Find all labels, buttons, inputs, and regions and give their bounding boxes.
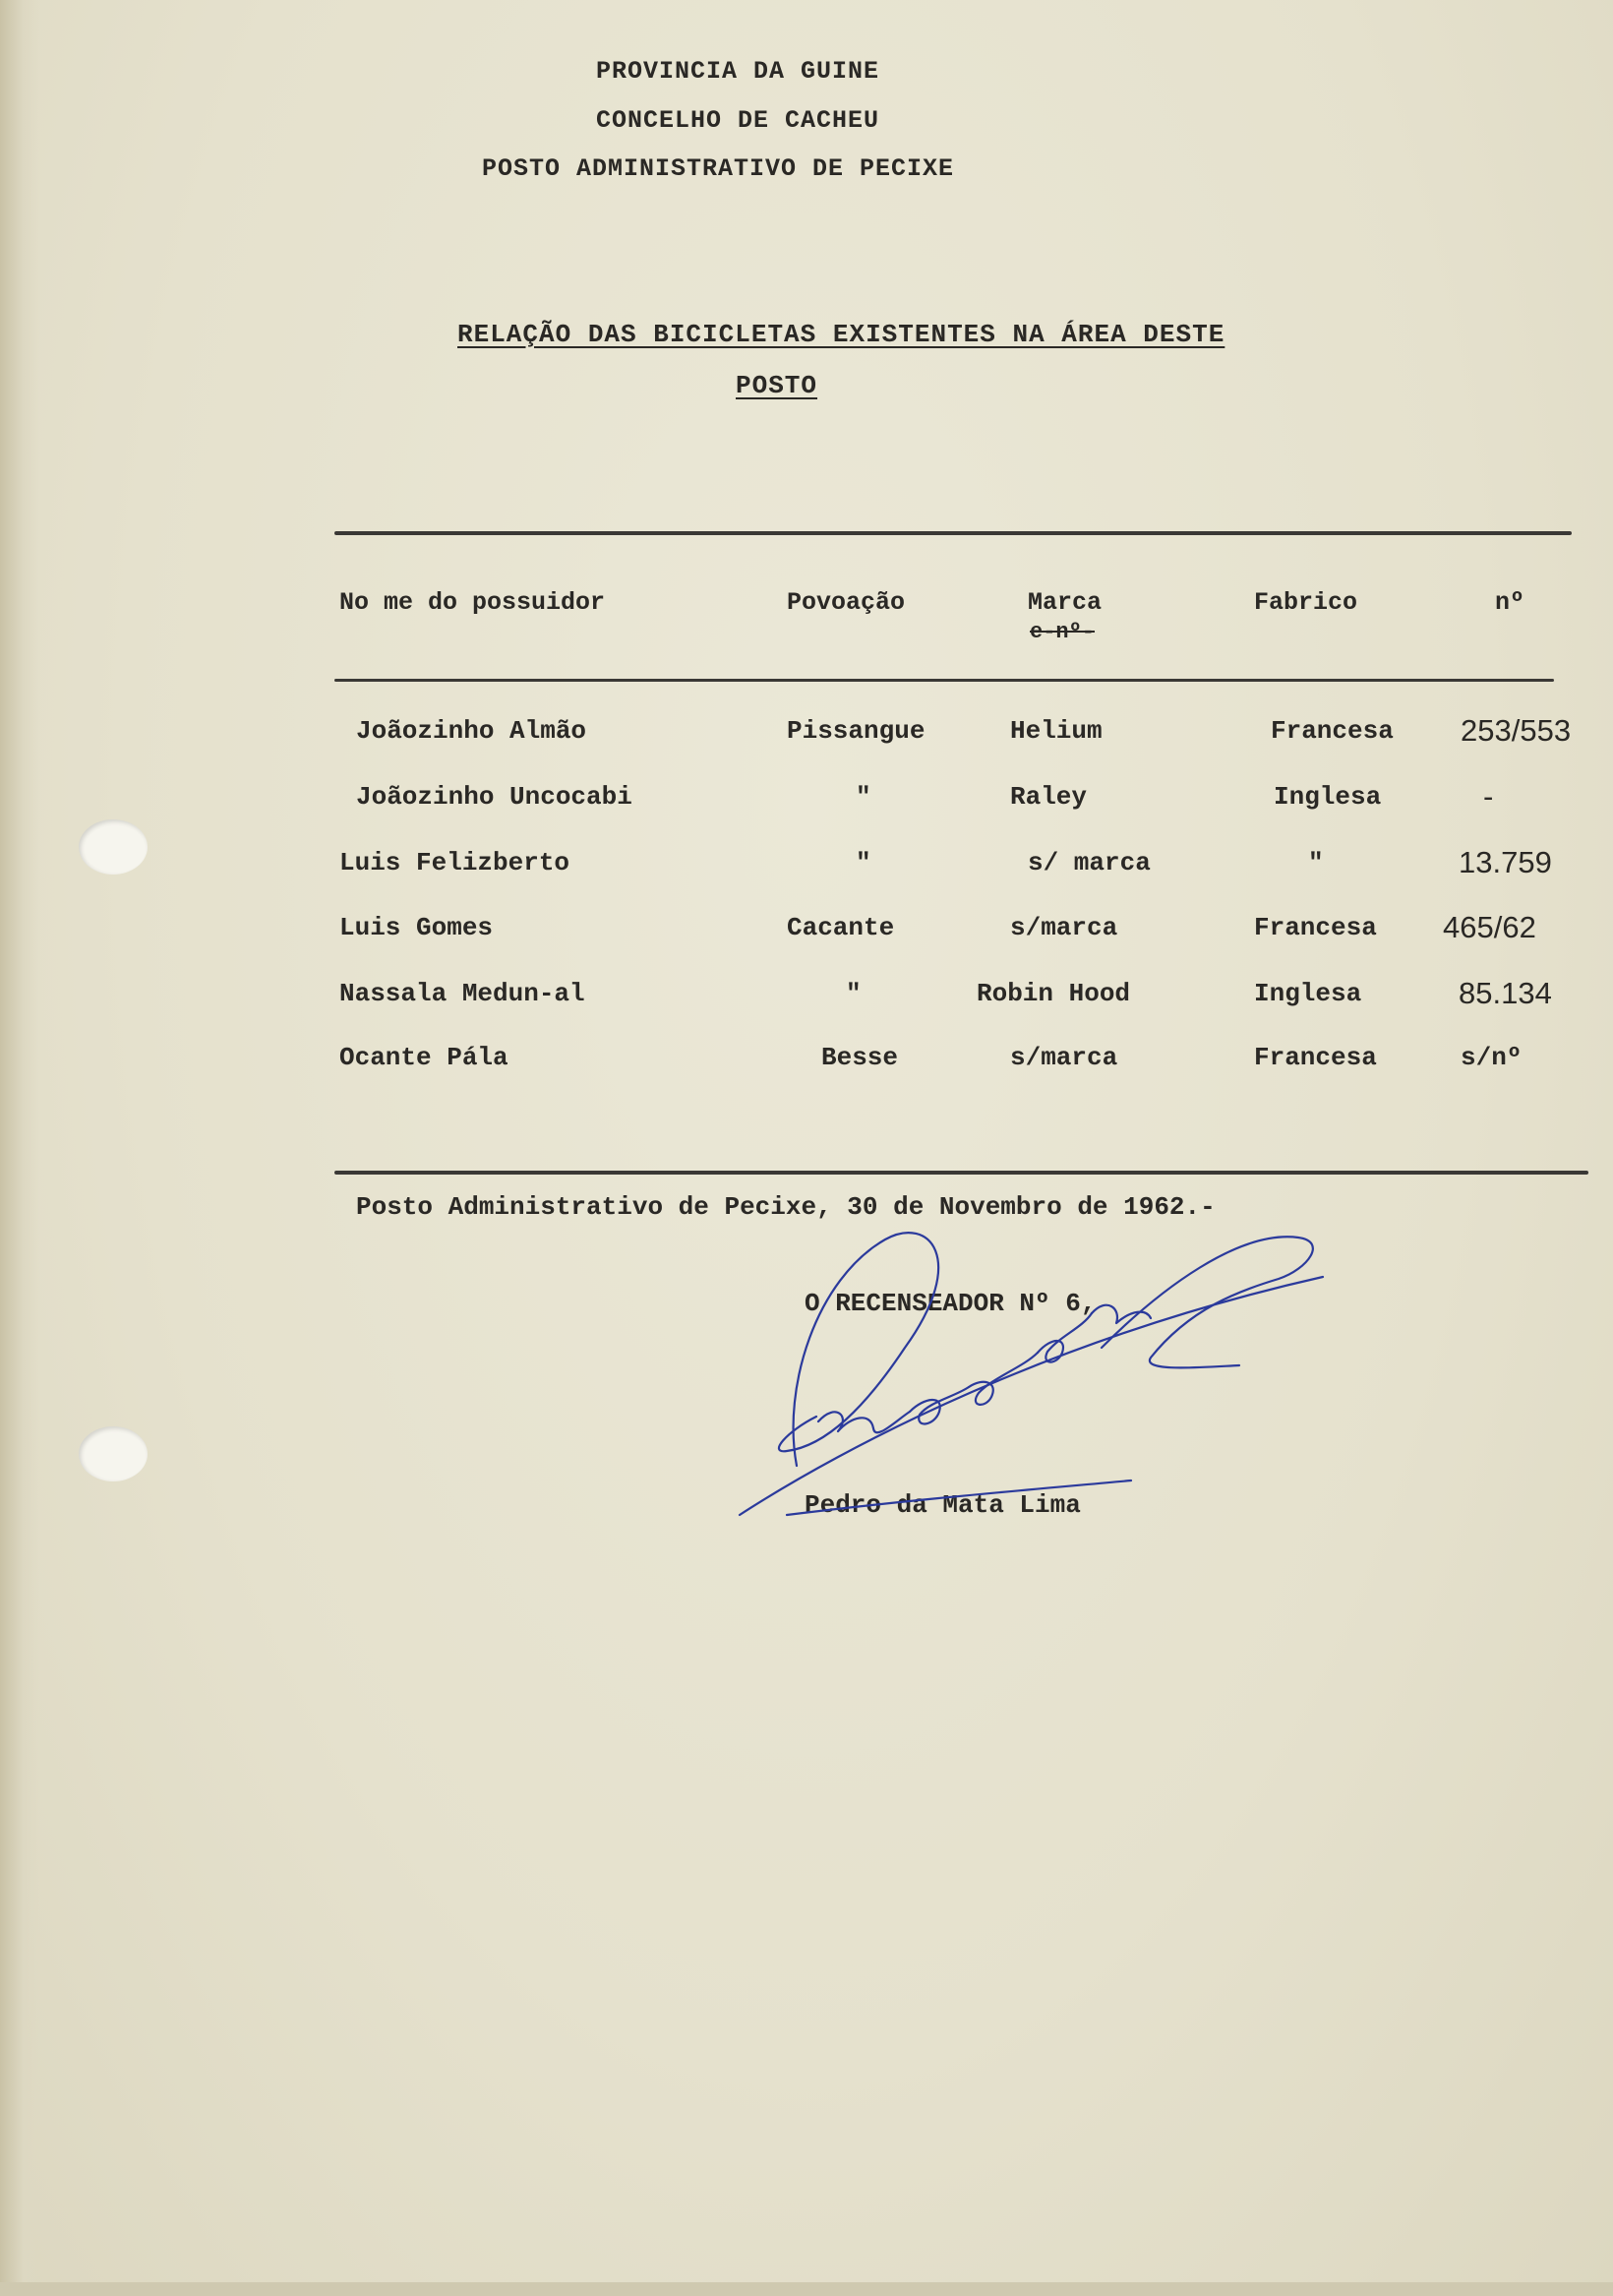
table-cell-owner: Nassala Medun-al <box>339 979 585 1008</box>
table-cell-owner: Luis Gomes <box>339 913 494 942</box>
document-title: RELAÇÃO DAS BICICLETAS EXISTENTES NA ÁREA DESTE <box>457 320 1225 349</box>
table-cell-owner: Ocante Pála <box>339 1043 508 1072</box>
table-cell-number: - <box>1483 779 1494 814</box>
table-cell-number: s/nº <box>1461 1043 1523 1072</box>
table-cell-make: Inglesa <box>1254 979 1362 1008</box>
table-cell-brand: Robin Hood <box>977 979 1131 1008</box>
place-and-date: Posto Administrativo de Pecixe, 30 de Novembro de 1962.- <box>356 1192 1216 1222</box>
paper-bottom-edge <box>0 2282 1613 2296</box>
header-province: PROVINCIA DA GUINE <box>595 57 880 86</box>
table-cell-brand: s/marca <box>1010 913 1118 942</box>
signer-name: Pedro da Mata Lima <box>805 1490 1081 1520</box>
punch-hole-top <box>79 819 148 875</box>
handwritten-signature <box>728 1220 1338 1544</box>
table-cell-make: " <box>1308 848 1324 877</box>
table-cell-number: 253/553 <box>1461 713 1572 748</box>
table-cell-village: " <box>856 848 871 877</box>
table-cell-village: Pissangue <box>787 716 926 746</box>
table-cell-make: Francesa <box>1254 913 1377 942</box>
table-cell-make: Francesa <box>1254 1043 1377 1072</box>
table-header-rule <box>334 679 1554 682</box>
table-cell-number: 465/62 <box>1443 910 1536 944</box>
table-cell-village: Cacante <box>787 913 895 942</box>
table-cell-make: Francesa <box>1271 716 1394 746</box>
table-cell-owner: Luis Felizberto <box>339 848 570 877</box>
table-cell-number: 85.134 <box>1459 976 1552 1010</box>
table-cell-brand: s/marca <box>1010 1043 1118 1072</box>
table-cell-village: " <box>846 979 862 1008</box>
header-council: CONCELHO DE CACHEU <box>595 106 880 135</box>
table-cell-number: 13.759 <box>1459 845 1552 879</box>
table-cell-owner: Joãozinho Almão <box>356 716 587 746</box>
col-header-make: Fabrico <box>1254 588 1358 617</box>
table-cell-brand: Raley <box>1010 782 1088 812</box>
table-top-rule <box>334 531 1572 535</box>
header-post: POSTO ADMINISTRATIVO DE PECIXE <box>481 154 955 183</box>
document-title-cont: POSTO <box>736 371 818 400</box>
census-officer-label: O RECENSEADOR Nº 6, <box>805 1289 1097 1318</box>
table-bottom-rule <box>334 1171 1588 1175</box>
table-cell-village: " <box>856 782 871 812</box>
table-cell-brand: Helium <box>1010 716 1103 746</box>
punch-hole-bottom <box>79 1426 148 1481</box>
struck-out-text: e-nº- <box>1030 620 1096 644</box>
col-header-number: nº <box>1495 588 1525 617</box>
paper-left-edge <box>0 0 39 2296</box>
table-cell-village: Besse <box>821 1043 899 1072</box>
col-header-brand: Marca <box>1028 588 1103 617</box>
col-header-village: Povoação <box>787 588 906 617</box>
table-cell-brand: s/ marca <box>1028 848 1151 877</box>
table-cell-make: Inglesa <box>1274 782 1382 812</box>
col-header-owner: No me do possuidor <box>339 588 606 617</box>
table-cell-owner: Joãozinho Uncocabi <box>356 782 632 812</box>
